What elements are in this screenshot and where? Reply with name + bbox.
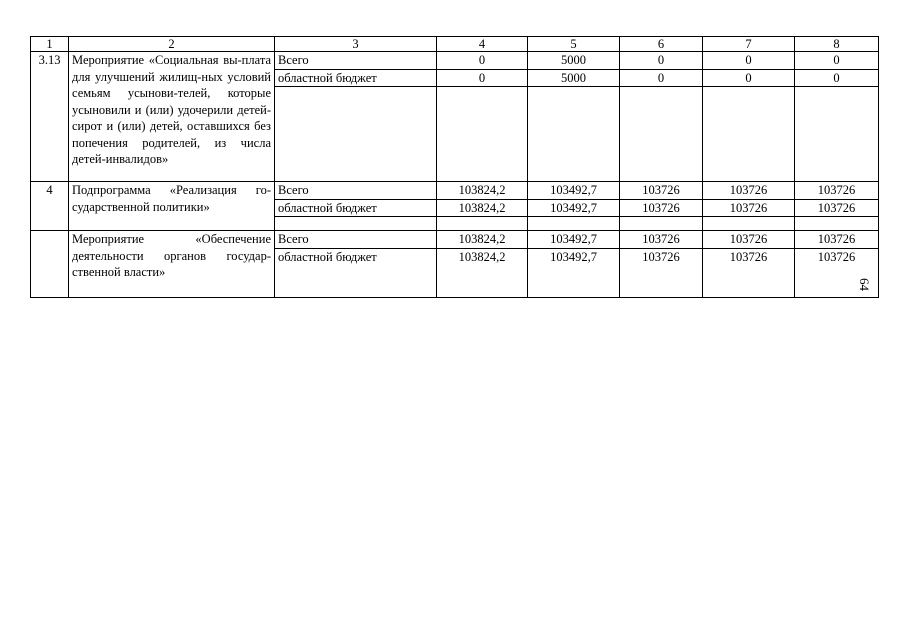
value-cell: 103492,7 xyxy=(528,231,620,249)
value-cell: 0 xyxy=(795,69,879,87)
empty-cell xyxy=(275,87,437,182)
value-cell: 103726 xyxy=(620,248,703,265)
empty-cell xyxy=(703,217,795,231)
empty-cell xyxy=(437,87,528,182)
row-description: Мероприятие «Обеспечение деятельности органов государ-ственной власти» xyxy=(69,231,275,298)
funding-source: Всего xyxy=(275,52,437,70)
header-cell: 8 xyxy=(795,37,879,52)
empty-cell xyxy=(703,265,795,298)
empty-cell xyxy=(275,217,437,231)
value-cell: 103726 xyxy=(620,199,703,217)
empty-cell xyxy=(703,87,795,182)
value-cell: 103824,2 xyxy=(437,199,528,217)
table-row xyxy=(31,231,879,249)
funding-source: Всего xyxy=(275,182,437,200)
empty-cell xyxy=(528,87,620,182)
header-cell: 1 xyxy=(31,37,69,52)
value-cell: 0 xyxy=(437,69,528,87)
funding-source: Всего xyxy=(275,231,437,249)
value-cell: 103726 xyxy=(620,182,703,200)
funding-source: областной бюджет xyxy=(275,199,437,217)
value-cell: 103726 xyxy=(795,248,879,265)
empty-cell xyxy=(620,217,703,231)
empty-cell xyxy=(437,265,528,298)
value-cell: 0 xyxy=(703,52,795,70)
empty-cell xyxy=(795,217,879,231)
value-cell: 0 xyxy=(703,69,795,87)
value-cell: 103726 xyxy=(703,231,795,249)
empty-cell xyxy=(528,265,620,298)
empty-cell xyxy=(437,217,528,231)
value-cell: 103726 xyxy=(703,248,795,265)
header-cell: 6 xyxy=(620,37,703,52)
value-cell: 0 xyxy=(620,69,703,87)
value-cell: 0 xyxy=(437,52,528,70)
value-cell: 5000 xyxy=(528,52,620,70)
empty-cell xyxy=(620,87,703,182)
header-cell: 2 xyxy=(69,37,275,52)
empty-cell xyxy=(528,217,620,231)
value-cell: 0 xyxy=(795,52,879,70)
row-number xyxy=(31,231,69,298)
value-cell: 103492,7 xyxy=(528,182,620,200)
value-cell: 103726 xyxy=(795,199,879,217)
value-cell: 103726 xyxy=(620,231,703,249)
value-cell: 103726 xyxy=(703,182,795,200)
value-cell: 103726 xyxy=(703,199,795,217)
table-header-row xyxy=(31,37,879,52)
header-cell: 4 xyxy=(437,37,528,52)
value-cell: 5000 xyxy=(528,69,620,87)
value-cell: 103824,2 xyxy=(437,231,528,249)
value-cell: 103824,2 xyxy=(437,182,528,200)
empty-cell xyxy=(620,265,703,298)
row-description: Подпрограмма «Реализация го-сударственной политики» xyxy=(69,182,275,231)
table-row xyxy=(31,182,879,200)
empty-cell xyxy=(795,87,879,182)
page-number: 64 xyxy=(857,278,872,291)
value-cell: 103824,2 xyxy=(437,248,528,265)
header-cell: 7 xyxy=(703,37,795,52)
funding-source: областной бюджет xyxy=(275,69,437,87)
table-row xyxy=(31,52,879,70)
row-number: 4 xyxy=(31,182,69,231)
row-number: 3.13 xyxy=(31,52,69,182)
empty-cell xyxy=(275,265,437,298)
row-description: Мероприятие «Социальная вы-плата для улучшений жилищ-ных условий семьям усынови-телей, которые усыновили и (или) удочерили детей-сирот и (или) детей, оставшихся без попечения родителей, из числа детей-инвалидов» xyxy=(69,52,275,182)
funding-source: областной бюджет xyxy=(275,248,437,265)
header-cell: 3 xyxy=(275,37,437,52)
header-cell: 5 xyxy=(528,37,620,52)
budget-table xyxy=(30,36,879,298)
value-cell: 103726 xyxy=(795,182,879,200)
value-cell: 103726 xyxy=(795,231,879,249)
value-cell: 103492,7 xyxy=(528,248,620,265)
value-cell: 0 xyxy=(620,52,703,70)
value-cell: 103492,7 xyxy=(528,199,620,217)
